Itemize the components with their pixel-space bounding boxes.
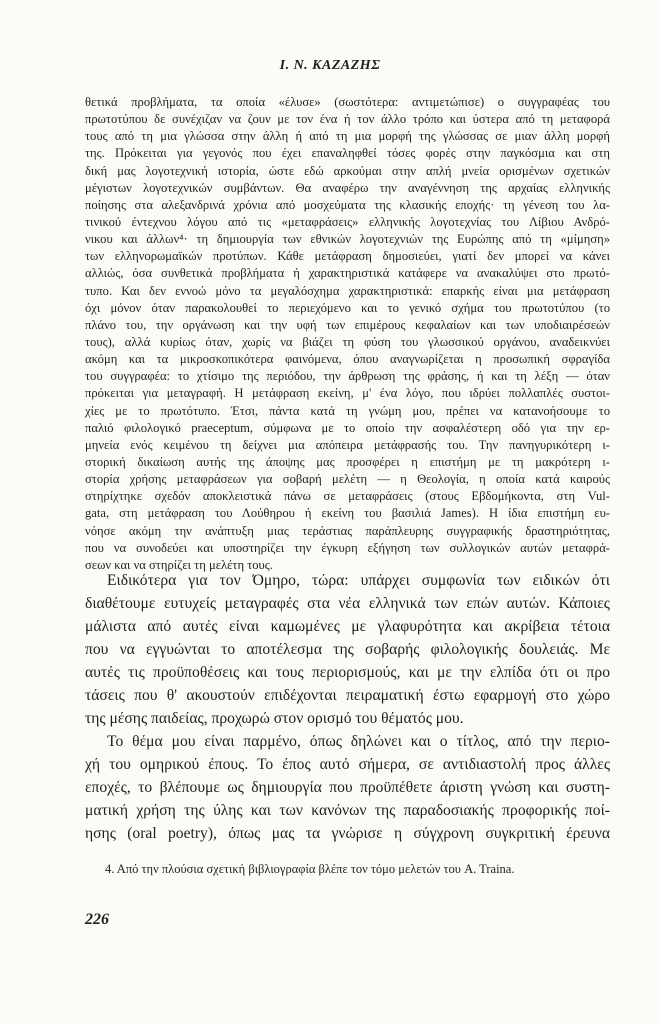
text-line: gata, στη μετάφραση του Λούθηρου ή εκείνη του βασιλιά James). Η ίδια επιστήμη ευ- [85,506,610,521]
text-line: πλάνο του, την οργάνωση και την υφή των επιμέρους κεφαλαίων και των υποδιαιρέσεών [85,317,610,332]
text-line: ακόμη και τα μικροσκοπικότερα φαινόμενα, όπου αναγνωρίζεται η προσωπική σφραγίδα [85,352,610,367]
text-line: που να συνοδεύει και υποστηρίζει την έγκυρη εξήγηση των συλλογικών αυτών μεταφρά- [85,540,610,555]
text-line: αυτές τις προϋποθέσεις και τους περιορισμούς, και με την ελπίδα ότι οι προ [85,664,610,681]
text-line: των ελληνορωμαϊκών προτύπων. Κάθε μετάφραση δημοσιεύει, γιατί δεν μπορεί να κάνει [85,249,610,264]
running-header: I. N. ΚΑΖΑΖΗΣ [279,58,381,73]
text-line: του συγγραφέα: το χτίσιμο της περιόδου, την άρθρωση της φράσης, ή και τη λέξη — όταν [85,369,610,384]
text-line: στορική δικαίωση αυτής της άποψης μας προσφέρει η επιστήμη με τη μακρότερη ι- [85,454,610,469]
text-line: πρόκειται για μεταγραφή. Η μετάφραση εκείνη, μ' ένα λόγο, που ιδρύει πολλαπλές συστοι- [85,386,610,401]
text-line: αλλιώς, όσα συνθετικά προβλήματα ή χαρακτηριστικά κατάφερε να ανακαλύψει στο πρωτό- [85,266,610,281]
text-line: παλιό φιλολογικό praeceptum, σύμφωνα με το οποίο την ασφαλέστερη οδό για την ερ- [85,420,610,435]
text-line: νικου και άλλων⁴· τη δημιουργία των εθνικών λογοτεχνιών της Ευρώπης από τη «μίμηση» [85,232,610,247]
paragraph [85,730,610,845]
text-line: τάσεις που θ' ακουστούν επιδέχονται πειραματική έστω εφαρμογή στο χώρο [85,687,610,704]
main-text [85,569,610,845]
text-line: ησης (oral poetry), όπως μας τα γνώρισε η σύγχρονη συγκριτική έρευνα [85,825,610,842]
footnote: 4. Από την πλούσια σχετική βιβλιογραφία βλέπε τον τόμο μελετών του A. Traina. [105,862,515,876]
text-line: χή του ομηρικού έπους. Το έπος αυτό σήμερα, σε αντιδιαστολή προς άλλες [85,756,610,773]
text-line: Ειδικότερα για τον Όμηρο, τώρα: υπάρχει συμφωνία των ειδικών ότι [107,572,610,589]
text-line: ματική χρήση της ύλης και των κανόνων της παραδοσιακής προφορικής ποί- [85,802,610,819]
text-line: της. Πρόκειται για γεγονός που έχει επαναληφθεί τόσες φορές στην παγκόσμια και στη [85,146,610,161]
text-line: Το θέμα μου είναι παρμένο, όπως δηλώνει και ο τίτλος, από την περιο- [107,733,610,750]
text-line: χίες με το πρωτότυπο. Έτσι, πάντα κατά τη γνώμη μου, πρέπει να κατανοήσουμε το [85,403,610,418]
page-number: 226 [85,911,109,928]
text-line: ποίησης στα αλεξανδρινά χρόνια από μοσχεύματα της κλασικής εποχής· τη γένεση του λα- [85,197,610,212]
text-line: στορία χρήσης μεταφράσεων για σοβαρή μελέτη — η Θεολογία, η οποία κατά καιρούς [85,472,610,487]
text-line: μάλιστα από αυτές είναι καμωμένες με γλαφυρότητα και ακρίβεια τέτοια [85,618,610,635]
text-line: της μέσης παιδείας, προχωρώ στον ορισμό του θέματός μου. [85,710,464,727]
text-line: εποχές, το βλέπουμε ως δημιουργία που προϋπέθετε άριστη γνώση και συστη- [85,779,610,796]
text-line: μηνεία ενός κειμένου τη δείχνει μια απόπειρα μετάφρασής του. Την πανηγυρικότερη ι- [85,437,610,452]
text-line: θετικά προβλήματα, τα οποία «έλυσε» (σωστότερα: αντιμετώπισε) ο συγγραφέας του [85,95,610,109]
text-line: μέγιστων λογοτεχνικών συμβάντων. Θα αναφέρω την αναγέννηση της αρχαίας ελληνικής [85,180,610,195]
text-line: στηρίχτηκε σχεδόν αποκλειστικά πάνω σε μεταφράσεις (στους Εβδομήκοντα, στη Vul- [85,489,610,504]
text-line: τους από τη μια γλώσσα στην άλλη ή από τη μια μορφή της γλώσσας σε μιαν άλλη μορφή [85,129,610,144]
text-line: δική μας λογοτεχνική ιστορία, ώστε εδώ αρκούμαι στην απλή μνεία ορισμένων σχετικών [85,163,610,178]
text-line: όχι μόνον όταν παρακολουθεί το περιεχόμενο και το γενικό σχήμα του πρωτοτύπου (το [85,300,610,315]
text-line: τυπο. Και δεν εννοώ μόνο τα μεγαλόσχημα χαρακτηριστικά: επαρκής είναι μια μετάφραση [85,283,610,298]
text-line: τινικού έντεχνου λόγου από τις «μεταφράσεις» ελληνικής λογοτεχνίας του Λίβιου Ανδρό- [85,214,610,229]
text-line: διαθέτουμε ευτυχείς μεταγραφές στα νέα ελληνικά των επών αυτών. Κάποιες [85,595,610,612]
text-line: νόησε ακόμη την ανάπτυξη μιας τεράστιας παράπλευρης συγγραφικής δραστηριότητας, [85,523,610,538]
text-line: τους), αλλά κυρίως όταν, χωρίς να βιάζει τη φύση του γλωσσικού οργάνου, αναδεικνύει [85,334,610,349]
text-line: σεων και να στηρίζει τη μελέτη τους. [85,557,273,572]
text-line: που να εγγυώνται το αποτέλεσμα της σοβαρής φιλολογικής δουλειάς. Με [85,641,610,658]
quoted-paragraph [85,94,610,574]
text-line: πρωτοτύπου δε συνέχιζαν να ζουν με τον ένα ή τον άλλο τρόπο και ύστερα από τη μεταφορά [85,112,610,127]
paragraph [85,569,610,730]
